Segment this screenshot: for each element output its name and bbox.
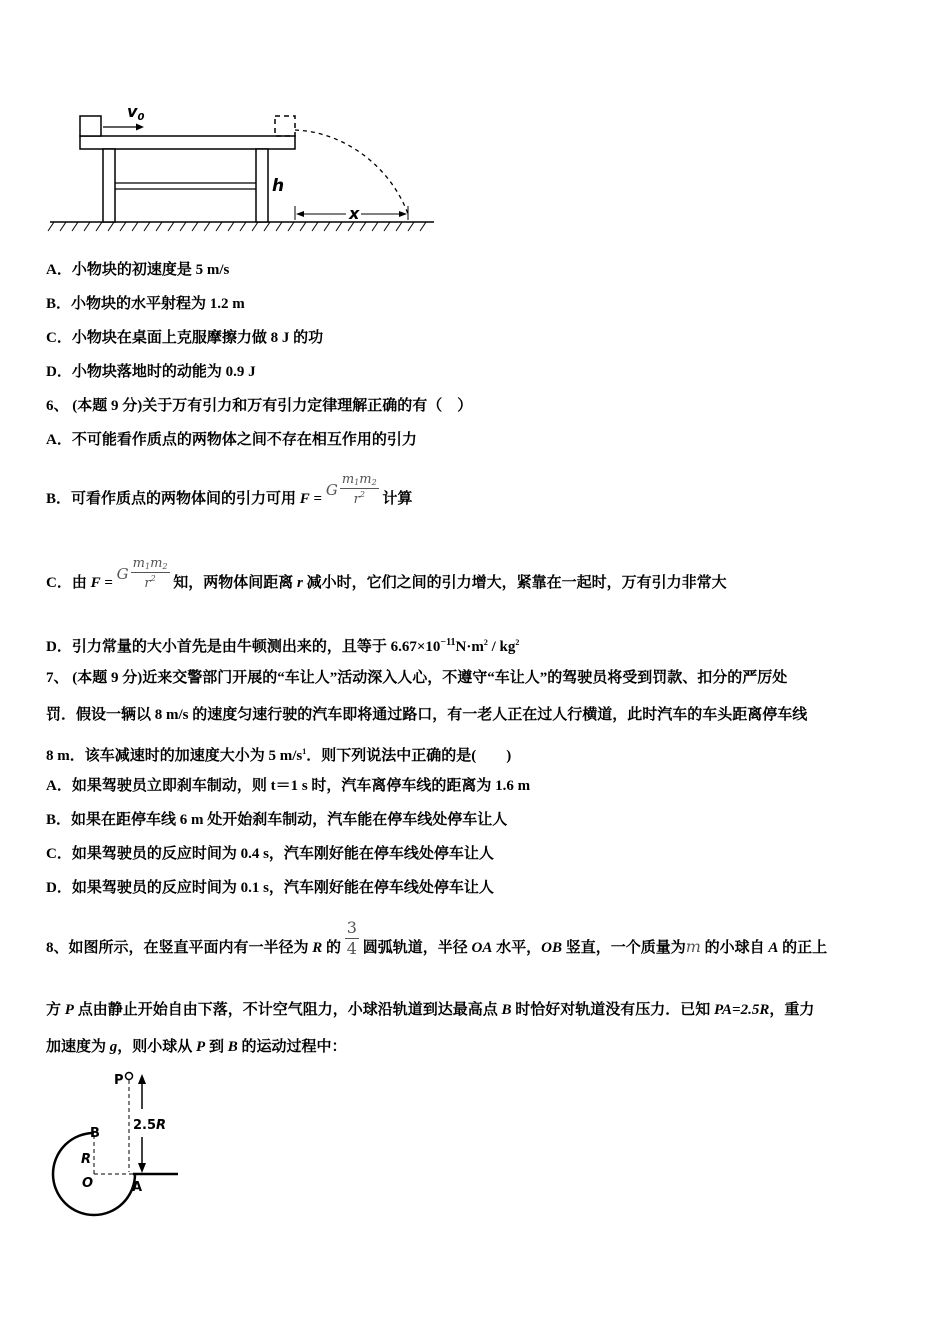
table-projectile-figure (46, 98, 438, 236)
q5-option-d: D．小物块落地时的动能为 0.9 J (46, 364, 256, 380)
q6-option-b-text: B．可看作质点的两物体间的引力可用 (46, 491, 300, 507)
arc-track-figure (44, 1064, 184, 1224)
formula-G-c: G (116, 564, 129, 583)
x-label: x (349, 204, 360, 223)
q8-stem-line1: 8、如图所示，在竖直平面内有一半径为 R 的 $\frac{3}{4}$ 圆弧轨道，半径 OA 水平，OB 竖直，一个质量为m 的小球自 A 的正上 (46, 918, 828, 959)
q8-stem-line2: 方 P 点由静止开始自由下落，不计空气阻力，小球沿轨道到达最高点 B 时恰好对轨道没有压力．已知 PA=2.5R，重力 (46, 1002, 815, 1018)
table-top (80, 136, 295, 149)
gravity-formula-b (326, 460, 379, 519)
ground-hatch (48, 222, 426, 231)
gravity-formula-c (117, 544, 170, 603)
q7-option-a: A．如果驾驶员立即刹车制动，则 t＝1 s 时，汽车离停车线的距离为 1.6 m (46, 778, 531, 794)
label-r: R (81, 1152, 92, 1167)
v0-label: v0 (127, 102, 145, 123)
q6-stem: 6、 (本题 9 分)关于万有引力和万有引力定律理解正确的有（ ） (46, 398, 473, 414)
q5-option-a: A．小物块的初速度是 5 m/s (46, 262, 230, 278)
formula-G: G (325, 480, 338, 499)
q6-option-b (46, 470, 412, 529)
q7-stem-line1: 7、 (本题 9 分)近来交警部门开展的“车让人”活动深入人心，不遵守“车让人”的驾驶员将受到罚款、扣分的严厉处 (46, 670, 788, 686)
q6-option-c-F: F (90, 575, 101, 591)
block-dashed (275, 116, 295, 136)
q8-stem-line3: 加速度为 g，则小球从 P 到 B 的运动过程中： (46, 1039, 347, 1055)
q5-option-b: B．小物块的水平射程为 1.2 m (46, 296, 245, 312)
formula-fraction: $\frac{m_1m_2}{r^2}$ (341, 472, 377, 508)
q6-option-c-post: 减小时，它们之间的引力增大，紧靠在一起时，万有引力非常大 (302, 575, 727, 591)
h-label: h (272, 176, 285, 196)
q6-option-b-F: F (299, 491, 310, 507)
table-leg-left (103, 149, 115, 222)
q6-option-c-eq: = (100, 575, 117, 591)
trajectory-curve (295, 130, 408, 214)
label-o: O (82, 1176, 94, 1191)
point-p (126, 1073, 133, 1080)
q6-option-b-post: 计算 (382, 491, 413, 507)
fraction-three-quarters: $\frac{3}{4}$ (346, 918, 357, 959)
q7-stem-line3: 8 m．该车减速时的加速度大小为 5 $m/s^1$．则下列说法中正确的是( ) (46, 747, 512, 764)
q7-option-d: D．如果驾驶员的反应时间为 0.1 s，汽车刚好能在停车线处停车让人 (46, 880, 494, 896)
q6-option-c-r: r (297, 575, 303, 591)
q6-option-a: A．不可能看作质点的两物体之间不存在相互作用的引力 (46, 432, 417, 448)
q5-option-c: C．小物块在桌面上克服摩擦力做 8 J 的功 (46, 330, 324, 346)
label-p: P (114, 1073, 124, 1088)
q7-stem-line2: 罚．假设一辆以 8 m/s 的速度匀速行驶的汽车即将通过路口，有一老人正在过人行横道，此时汽车的车头距离停车线 (46, 707, 808, 723)
label-2-5r: 2.5R (133, 1118, 167, 1133)
q7-option-c: C．如果驾驶员的反应时间为 0.4 s，汽车刚好能在停车线处停车让人 (46, 846, 494, 862)
q6-option-c-text: C．由 (46, 575, 91, 591)
q6-option-b-eq: = (309, 491, 326, 507)
table-leg-right (256, 149, 268, 222)
block (80, 116, 101, 136)
formula-fraction-c: $\frac{m_1m_2}{r^2}$ (132, 556, 168, 592)
q7-option-b: B．如果在距停车线 6 m 处开始刹车制动，汽车能在停车线处停车让人 (46, 812, 508, 828)
q6-option-d: D．引力常量的大小首先是由牛顿测出来的，且等于 $6.67\times 10^{-11}N\cdot m^2 / kg^2$ (46, 637, 520, 655)
label-b: B (90, 1126, 100, 1141)
label-a: A (132, 1180, 143, 1195)
q6-option-c (46, 554, 727, 613)
q6-option-c-mid: 知，两物体间距离 (173, 575, 298, 591)
